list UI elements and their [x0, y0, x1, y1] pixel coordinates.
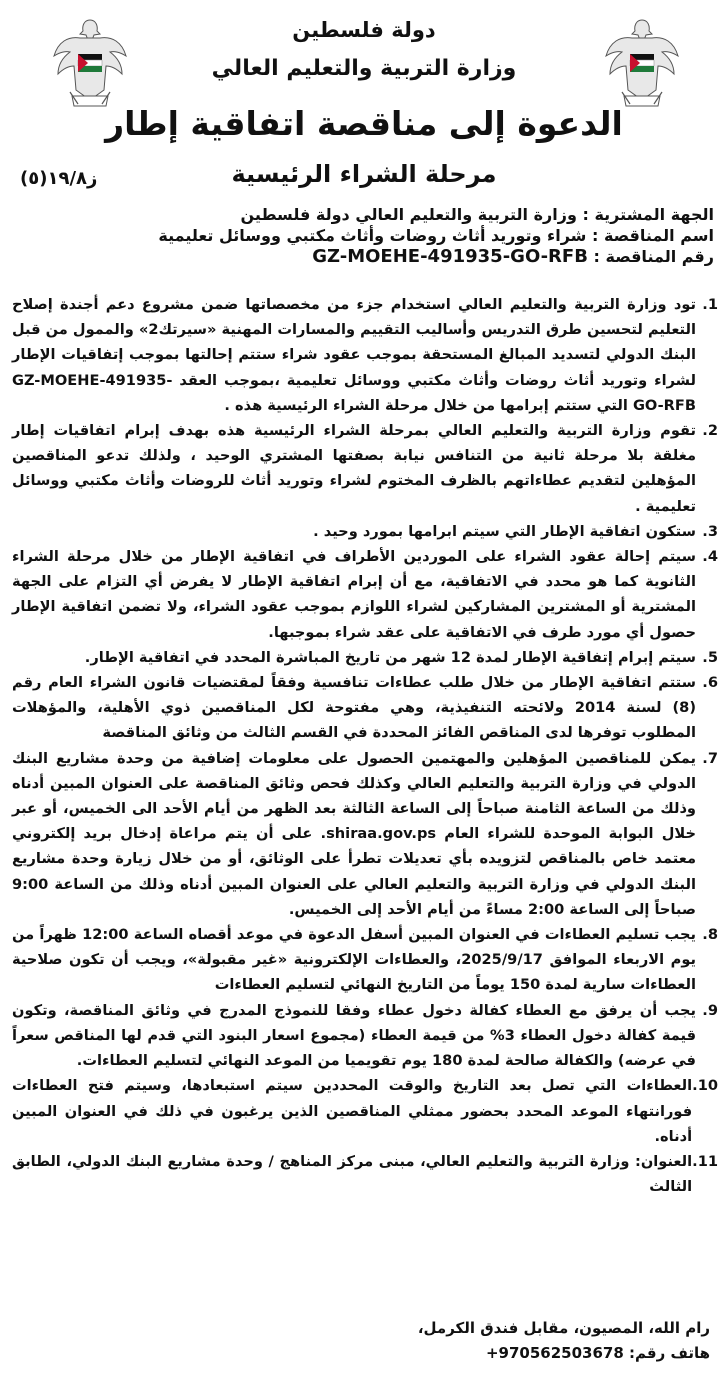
clause-text: تود وزارة التربية والتعليم العالي استخدام جزء من مخصصاتها ضمن مشروع دعم أجندة إصلاح التعليم لتحسين طرق التدريس وأساليب التقييم والمسارات المهنية «سيرتك2» والممول من قبل البنك الدولي لتسديد المبالغ المستحقة بموجب عقود شراء ستتم إحالتها بموجب إتفاقيات الإطار لشراء وتوريد أثاث روضات وأثاث مكتبي ووسائل تعليمية ،بموجب العقد GZ-MOEHE-491935-GO-RFB التي ستتم إبرامها من خلال مرحلة الشراء الرئيسية هذه .	[12, 296, 696, 414]
clause-item	[12, 746, 718, 922]
buyer-label: الجهة المشترية :	[582, 205, 714, 224]
reference-code: ز١٩/٨(٥)	[20, 168, 98, 189]
clause-text: يمكن للمناقصين المؤهلين والمهتمين الحصول على معلومات إضافية من وحدة مشاريع البنك الدولي في وزارة التربية والتعليم العالي وكذلك فحص وثائق المناقصة على العنوان المبين أدناه وذلك من الساعة الثامنة صباحاً إلى الساعة الثالثة بعد الظهر من أيام الأحد الى الخميس، أو عبر خلال البوابة الموحدة للشراء العام shiraa.gov.ps. على أن يتم مراعاة إدخال بريد إلكتروني معتمد خاص بالمناقص لتزويده بأي تعديلات تطرأ على الوثائق، أو من خلال زيارة وحدة مشاريع البنك الدولي في وزارة التربية والتعليم العالي على العنوان المبين أدناه وذلك من الساعة 9:00 صباحاً إلى الساعة 2:00 مساءً من أيام الأحد إلى الخميس.	[12, 749, 696, 918]
clause-text: سيتم إحالة عقود الشراء على الموردين الأطراف في اتفاقية الإطار من خلال مرحلة الشراء الثانوية كما هو محدد في الاتفاقية، مع أن إبرام اتفاقية الإطار لا يفرض أي التزام على الجهة المشترية أو المشترين المشاركين لشراء اللوازم بموجب عقود الشراء، ولا تضمن اتفاقية الإطار حصول أي مورد طرف في الاتفاقية على عقد شراء بموجبها.	[12, 548, 696, 641]
clause-item	[12, 645, 718, 670]
clause-number: 3.	[702, 522, 718, 540]
clause-text: العطاءات التي تصل بعد التاريخ والوقت المحددين سيتم استبعادها، وسيتم فتح العطاءات فورانتهاء الموعد المحدد بحضور ممثلي المناقصين الذين يرغبون في ذلك في العنوان المبين أدناه.	[12, 1077, 693, 1145]
contact-footer	[12, 1316, 710, 1366]
buyer-value: وزارة التربية والتعليم العالي دولة فلسطين	[240, 205, 577, 224]
phone-row	[12, 1341, 710, 1366]
clause-text: ستكون اتفاقية الإطار التي سيتم ابرامها بمورد وحيد .	[313, 522, 696, 540]
clause-number: 8.	[702, 926, 718, 944]
clause-item	[12, 922, 718, 998]
clause-item	[12, 670, 718, 746]
address-line: رام الله، المصيون، مقابل فندق الكرمل،	[417, 1319, 710, 1337]
clause-number: 7.	[702, 749, 718, 767]
clause-number: 1.	[702, 296, 718, 313]
clause-text: يجب أن يرفق مع العطاء كفالة دخول عطاء وفقا للنموذج المدرج في وثائق المناقصة، وتكون قيمة كفالة دخول العطاء 3% من قيمة العطاء (مجموع اسعار البنود التي قدم لها المناقص سعراً في عرضه) والكفالة صالحة لمدة 180 يوم تقويميا من الموعد النهائي لتسليم العطاءات.	[12, 1001, 697, 1070]
tender-name-row	[12, 225, 714, 246]
tender-name-label: اسم المناقصة :	[591, 226, 714, 245]
page-subtitle: مرحلة الشراء الرئيسية	[231, 160, 497, 188]
clause-item	[12, 519, 718, 544]
clause-number: 10.	[692, 1077, 718, 1095]
tender-meta	[12, 204, 714, 267]
clause-text: تقوم وزارة التربية والتعليم العالي بمرحلة الشراء الرئيسية هذه بهدف إبرام اتفاقيات إطار مغلقة بلا مرحلة ثانية من التنافس نيابة بصفتها المشتري الوحيد ، ولذلك تدعو المناقصين المؤهلين لتقديم عطاءاتهم بالظرف المختوم لشراء وتوريد أثاث للروضات وأثاث مكتبي ووسائل تعليمية .	[12, 422, 696, 515]
buyer-row	[12, 204, 714, 225]
clause-text: سيتم إبرام إتفاقية الإطار لمدة 12 شهر من تاريخ المباشرة المحدد في اتفاقية الإطار.	[84, 648, 696, 666]
clause-text: ستتم اتفاقية الإطار من خلال طلب عطاءات تنافسية وفقاً لمقتضيات قانون الشراء العام رقم (8) لسنة 2014 ولائحته التنفيذية، وهي مفتوحة لكل المناقصين ذوي الأهلية، والمؤهلات المطلوب توفرها لدى المناقص الفائز المحددة في القسم الثالث من وثائق المناقصة	[12, 674, 696, 742]
clause-item	[12, 544, 718, 645]
clause-text: يجب تسليم العطاءات في العنوان المبين أسفل الدعوة في موعد أقصاه الساعة 12:00 ظهراً من يوم الاربعاء الموافق 2025/9/17، والعطاءات الإلكترونية «غير مقبولة»، ويجب أن تكون صلاحية العطاءات سارية لمدة 150 يوماً من التاريخ النهائي لتسليم العطاءات	[12, 926, 696, 994]
clause-number: 6.	[702, 674, 718, 692]
clause-item	[12, 418, 718, 519]
clause-number: 11.	[692, 1152, 718, 1170]
clause-item	[12, 998, 718, 1074]
clause-item	[12, 292, 718, 418]
tender-number-label: رقم المناقصة :	[593, 247, 714, 266]
clause-number: 9.	[702, 1001, 718, 1019]
phone-label: هاتف رقم:	[629, 1344, 710, 1362]
tender-number-row	[12, 246, 714, 267]
ministry-name: وزارة التربية والتعليم العالي	[211, 56, 517, 81]
phone-number: +970562503678	[485, 1344, 624, 1362]
clause-item	[12, 1149, 718, 1199]
clause-text: العنوان: وزارة التربية والتعليم العالي، مبنى مركز المناهج / وحدة مشاريع البنك الدولي، الطابق الثالث	[12, 1152, 693, 1196]
clause-item	[12, 1073, 718, 1149]
clause-number: 5.	[702, 648, 718, 666]
tender-number-value: GZ-MOEHE-491935-GO-RFB	[312, 246, 588, 267]
tender-name-value: شراء وتوريد أثاث روضات وأثاث مكتبي ووسائل تعليمية	[158, 226, 587, 245]
tender-clauses	[12, 292, 718, 1199]
state-name: دولة فلسطين	[292, 18, 436, 42]
page-title: الدعوة إلى مناقصة اتفاقية إطار	[105, 104, 623, 143]
clause-number: 4.	[702, 548, 718, 566]
clause-number: 2.	[702, 422, 718, 440]
